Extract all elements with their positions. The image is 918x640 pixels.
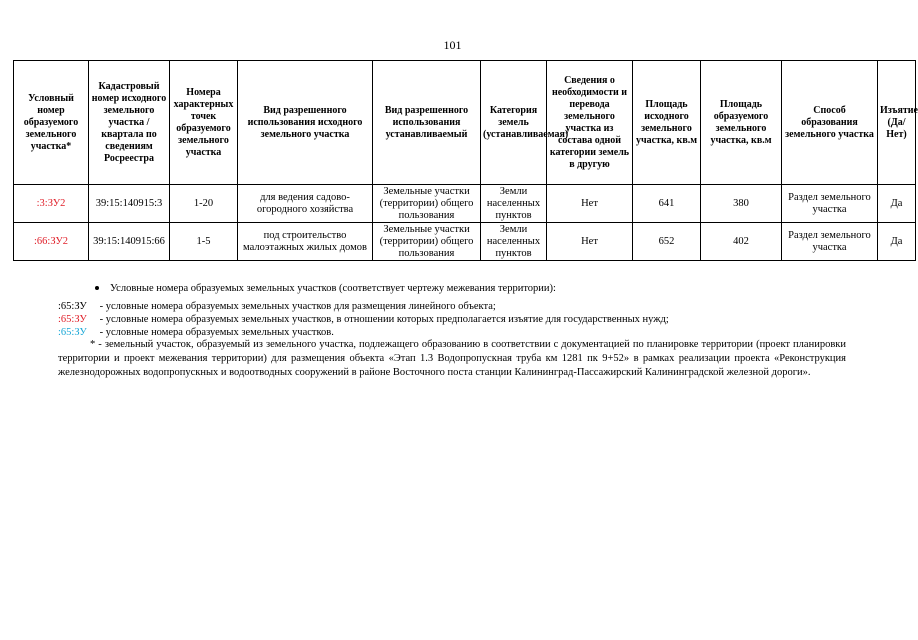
category-transfer-cell: Нет — [547, 223, 633, 261]
header-cell: Вид разрешенного использования исходного земельного участка — [238, 61, 373, 185]
header-cell: Условный номер образуемого земельного участка* — [14, 61, 89, 185]
plot-number-cell: :66:ЗУ2 — [14, 223, 89, 261]
table-row — [14, 185, 916, 223]
seizure-cell: Да — [878, 223, 916, 261]
table-header-row — [14, 61, 916, 185]
page-number: 101 — [443, 38, 462, 52]
source-area-cell: 652 — [633, 223, 701, 261]
header-cell: Изъятие (Да/Нет) — [878, 61, 916, 185]
new-use-cell: Земельные участки (территории) общего пользования — [373, 185, 481, 223]
cadastral-number-cell: 39:15:140915:3 — [89, 185, 170, 223]
land-category-cell: Земли населенных пунктов — [481, 185, 547, 223]
land-plots-table — [13, 60, 916, 261]
header-cell: Площадь образуемого земельного участка, кв.м — [701, 61, 782, 185]
cadastral-number-cell: 39:15:140915:66 — [89, 223, 170, 261]
new-use-cell: Земельные участки (территории) общего пользования — [373, 223, 481, 261]
header-cell: Номера характерных точек образуемого земельного участка — [170, 61, 238, 185]
bullet-text: Условные номера образуемых земельных участков (соответствует чертежу межевания территории): — [110, 283, 556, 294]
legend-text: - условные номера образуемых земельных участков. — [99, 327, 334, 338]
legend — [58, 300, 669, 339]
plot-number-cell: :3:ЗУ2 — [14, 185, 89, 223]
legend-code: :65:ЗУ — [58, 301, 87, 312]
header-cell: Способ образования земельного участка — [782, 61, 878, 185]
seizure-cell: Да — [878, 185, 916, 223]
land-category-cell: Земли населенных пунктов — [481, 223, 547, 261]
legend-row — [58, 300, 669, 313]
header-cell: Категория земель (устанавливаемая) — [481, 61, 547, 185]
category-transfer-cell: Нет — [547, 185, 633, 223]
legend-code: :65:ЗУ — [58, 327, 87, 338]
points-cell: 1-5 — [170, 223, 238, 261]
source-use-cell: для ведения садово-огородного хозяйства — [238, 185, 373, 223]
legend-text: - условные номера образуемых земельных участков, в отношении которых предполагается изъятие для государственных нужд; — [99, 314, 669, 325]
footnote: * - земельный участок, образуемый из земельного участка, подлежащего образованию в соответствии с документацией по планировке территории (проект планировки территории и проект межевания территории) для размещения объекта «Этап 1.3 Водопропускная труба км 1281 пк 9+52» в рамках реализации проекта «Реконструкция железнодорожных водопропускных и водоотводных сооружений в районе Восточного поста станции Калининград-Пассажирский Калининградской железной дороги». — [58, 339, 846, 378]
legend-row — [58, 313, 669, 326]
source-use-cell: под строительство малоэтажных жилых домов — [238, 223, 373, 261]
header-cell: Площадь исходного земельного участка, кв.м — [633, 61, 701, 185]
formation-method-cell: Раздел земельного участка — [782, 185, 878, 223]
table-row — [14, 223, 916, 261]
bullet-item — [95, 283, 556, 294]
source-area-cell: 641 — [633, 185, 701, 223]
new-area-cell: 380 — [701, 185, 782, 223]
legend-code: :65:ЗУ — [58, 314, 87, 325]
header-cell: Кадастровый номер исходного земельного участка / квартала по сведениям Росреестра — [89, 61, 170, 185]
formation-method-cell: Раздел земельного участка — [782, 223, 878, 261]
header-cell: Вид разрешенного использования устанавливаемый — [373, 61, 481, 185]
bullet-icon — [95, 286, 99, 290]
new-area-cell: 402 — [701, 223, 782, 261]
legend-text: - условные номера образуемых земельных участков для размещения линейного объекта; — [99, 301, 496, 312]
header-cell: Сведения о необходимости и перевода земельного участка из состава одной категории земель в другую — [547, 61, 633, 185]
points-cell: 1-20 — [170, 185, 238, 223]
